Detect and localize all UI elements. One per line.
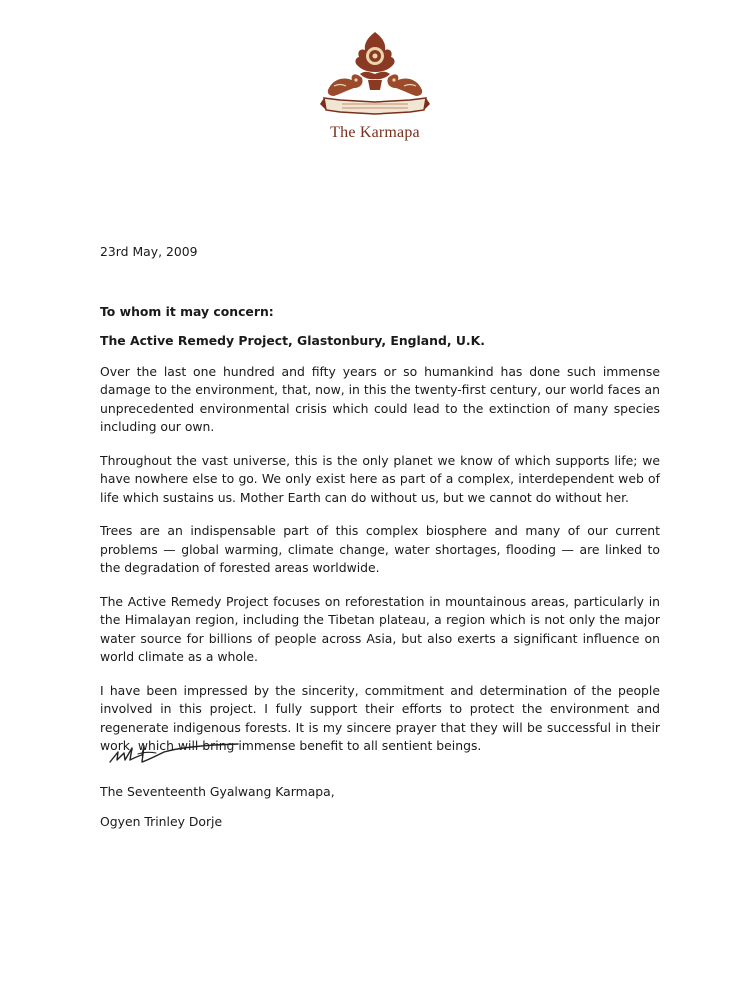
org-name: The Karmapa — [330, 124, 420, 141]
letterhead — [0, 30, 750, 142]
subject-line: The Active Remedy Project, Glastonbury, England, U.K. — [100, 333, 485, 348]
letter-date: 23rd May, 2009 — [100, 244, 198, 259]
body-paragraph: I have been impressed by the sincerity, commitment and determination of the people involved in this project. I fully support their efforts to protect the environment and regenerate indigenous forests. It is my sincere prayer that they will be successful in their work, which will bring immense benefit to all sentient beings. — [100, 682, 660, 753]
letter-body — [100, 243, 660, 756]
handwritten-signature — [108, 738, 243, 768]
signatory-title: The Seventeenth Gyalwang Karmapa, — [100, 784, 335, 799]
body-paragraph: Over the last one hundred and fifty years or so humankind has done such immense damage to the environment, that, now, in this the twenty-first century, our world faces an unprecedented environmental crisis which could lead to the extinction of many species including our own. — [100, 363, 660, 434]
body-paragraph: Throughout the vast universe, this is the only planet we know of which supports life; we have nowhere else to go. We only exist here as part of a complex, interdependent web of life which sustains us. Mother Earth can do without us, but we cannot do without her. — [100, 452, 660, 505]
signatory-name: Ogyen Trinley Dorje — [100, 814, 223, 829]
karmapa-emblem-icon — [320, 30, 430, 118]
salutation: To whom it may concern: — [100, 303, 274, 319]
body-paragraph: The Active Remedy Project focuses on reforestation in mountainous areas, particularly in the Himalayan region, including the Tibetan plateau, a region which is not only the major water source for billions of people across Asia, but also exerts a significant influence on world climate as a whole. — [100, 593, 660, 664]
signoff — [100, 783, 335, 831]
body-paragraph: Trees are an indispensable part of this complex biosphere and many of our current problems — global warming, climate change, water shortages, flooding — are linked to the degradation of forested areas worldwide. — [100, 523, 660, 575]
